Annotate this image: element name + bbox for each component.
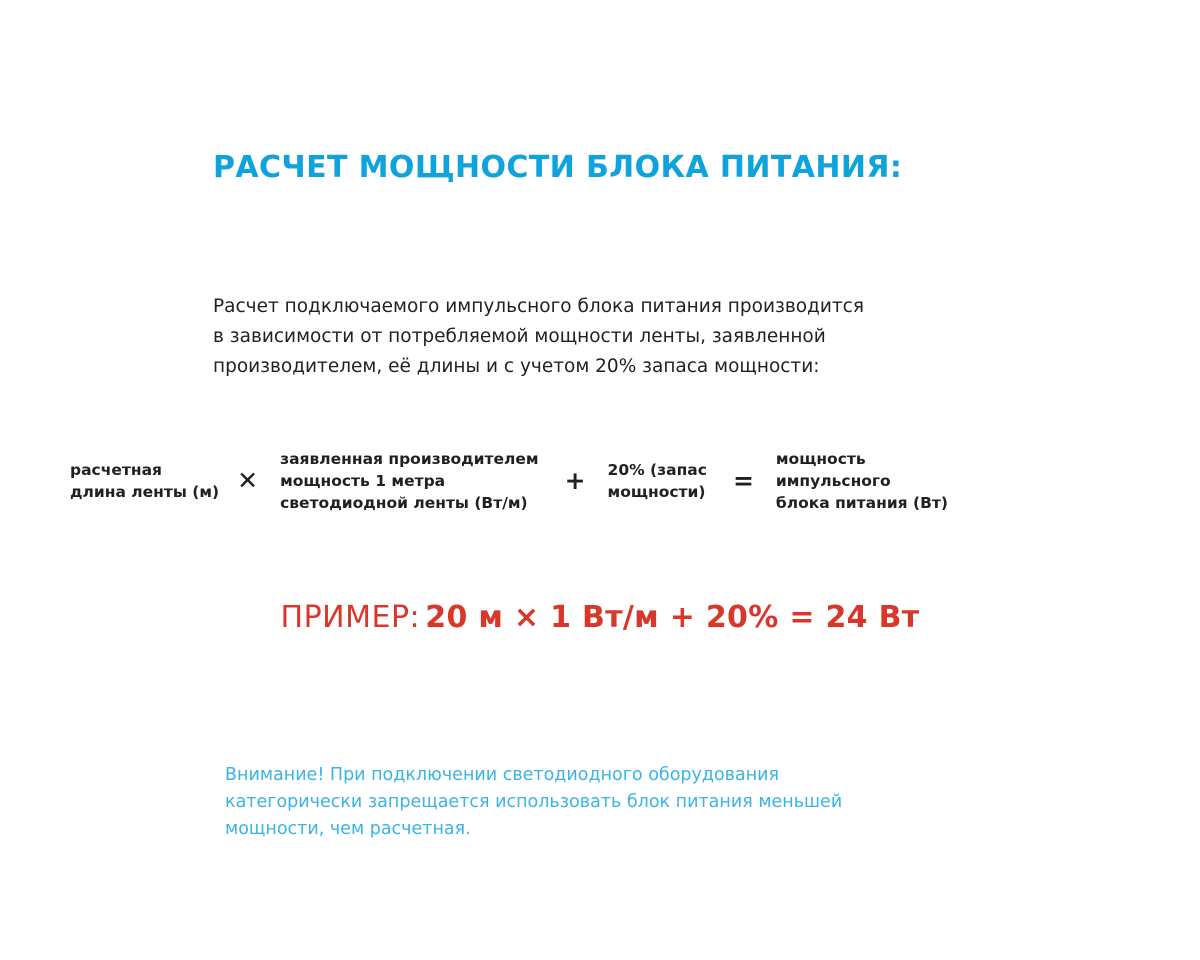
formula-row: [70, 448, 1140, 514]
formula-term-length-line-1: расчетная: [70, 461, 163, 479]
formula-term-power-per-meter-line-3: светодиодной ленты (Вт/м): [280, 494, 528, 512]
formula-term-power-per-meter-line-2: мощность 1 метра: [280, 472, 446, 490]
formula-term-length: [70, 459, 219, 503]
formula-term-reserve-line-1: 20% (запас: [607, 461, 707, 479]
intro-line-3: производителем, её длины и с учетом 20% запаса мощности:: [213, 356, 820, 377]
warning-note: [225, 762, 1025, 843]
formula-term-result-line-3: блока питания (Вт): [775, 494, 948, 512]
formula-term-result-line-2: импульсного: [775, 472, 891, 490]
example-line: [0, 600, 1200, 635]
formula-term-result: [776, 448, 948, 514]
warning-note-line-1: Внимание! При подключении светодиодного оборудования: [225, 765, 780, 785]
intro-line-1: Расчет подключаемого импульсного блока питания производится: [213, 296, 864, 317]
example-value: 20 м × 1 Вт/м + 20% = 24 Вт: [425, 600, 920, 635]
warning-note-line-2: категорически запрещается использовать блок питания меньшей: [225, 792, 843, 812]
example-label: ПРИМЕР:: [280, 600, 421, 635]
formula-term-length-line-2: длина ленты (м): [70, 483, 220, 501]
formula-term-result-line-1: мощность: [775, 450, 866, 468]
plus-icon: +: [564, 466, 586, 495]
equals-icon: =: [732, 466, 754, 495]
formula-term-power-per-meter-line-1: заявленная производителем: [280, 450, 539, 468]
intro-paragraph: [213, 292, 993, 382]
intro-line-2: в зависимости от потребляемой мощности ленты, заявленной: [213, 326, 826, 347]
formula-term-reserve-line-2: мощности): [607, 483, 706, 501]
multiply-icon: ✕: [237, 466, 259, 495]
formula-term-reserve: [608, 459, 707, 503]
formula-term-power-per-meter: [280, 448, 539, 514]
page-title: РАСЧЕТ МОЩНОСТИ БЛОКА ПИТАНИЯ:: [213, 150, 903, 186]
warning-note-line-3: мощности, чем расчетная.: [225, 819, 471, 839]
